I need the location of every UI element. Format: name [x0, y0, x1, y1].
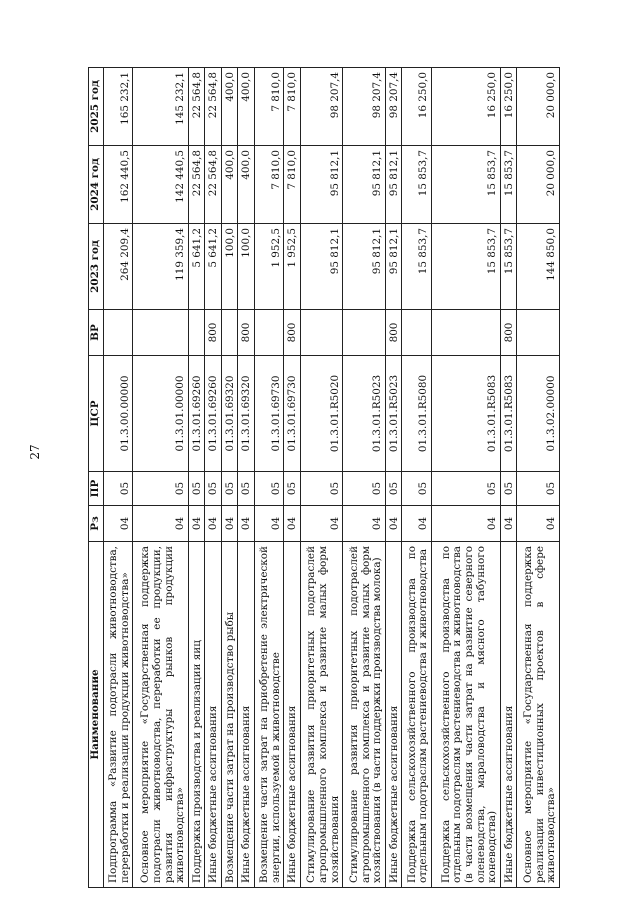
- cell-2024: 15 853,7: [431, 146, 500, 224]
- cell-2025: 400,0: [221, 68, 237, 146]
- cell-2023: 95 812,1: [385, 224, 401, 310]
- cell-2023: 15 853,7: [402, 224, 432, 310]
- cell-name: Поддержка производства и реализации яиц: [188, 542, 204, 888]
- cell-2025: 98 207,4: [385, 68, 401, 146]
- cell-csr: 01.3.01.69260: [205, 356, 221, 472]
- cell-2024: 400,0: [221, 146, 237, 224]
- cell-vr: [431, 310, 500, 356]
- cell-csr: 01.3.01.R5080: [402, 356, 432, 472]
- cell-name: Стимулирование развития приоритетных подотраслей агропромышленного комплекса и развитие малых форм хозяйствования (в части поддержки производства молока): [343, 542, 386, 888]
- cell-2025: 16 250,0: [431, 68, 500, 146]
- cell-2023: 264 209,4: [103, 224, 133, 310]
- cell-pr: 05: [221, 472, 237, 506]
- cell-rz: 04: [133, 506, 189, 542]
- table-row: [402, 68, 432, 888]
- cell-2024: 95 812,1: [385, 146, 401, 224]
- cell-2023: 15 853,7: [500, 224, 516, 310]
- cell-csr: 01.3.01.R5083: [431, 356, 500, 472]
- cell-2025: 145 232,1: [133, 68, 189, 146]
- cell-csr: 01.3.01.69320: [238, 356, 254, 472]
- cell-name: Поддержка сельскохозяйственного производства по отдельным подотраслям растениеводства и животноводства (в части возмещения части затрат на развитие северного оленеводства, мараловодства и мясного табунного коневодства): [431, 542, 500, 888]
- cell-2023: 144 850,0: [517, 224, 560, 310]
- cell-2023: 1 952,5: [254, 224, 284, 310]
- cell-vr: 800: [500, 310, 516, 356]
- header-rz: Рз: [89, 506, 104, 542]
- cell-name: Иные бюджетные ассигнования: [284, 542, 300, 888]
- table-row: [188, 68, 204, 888]
- cell-csr: 01.3.01.69730: [254, 356, 284, 472]
- cell-pr: 05: [205, 472, 221, 506]
- cell-2023: 119 359,4: [133, 224, 189, 310]
- cell-vr: 800: [385, 310, 401, 356]
- cell-vr: [221, 310, 237, 356]
- cell-pr: 05: [254, 472, 284, 506]
- header-pr: ПР: [89, 472, 104, 506]
- cell-vr: 800: [205, 310, 221, 356]
- cell-name: Основное мероприятие «Государственная поддержка реализации инвестиционных проектов в сфере животноводства»: [517, 542, 560, 888]
- cell-csr: 01.3.01.R5020: [300, 356, 343, 472]
- table-row: [300, 68, 343, 888]
- cell-2025: 400,0: [238, 68, 254, 146]
- cell-vr: [188, 310, 204, 356]
- cell-rz: 04: [385, 506, 401, 542]
- cell-name: Иные бюджетные ассигнования: [500, 542, 516, 888]
- cell-rz: 04: [188, 506, 204, 542]
- cell-pr: 05: [133, 472, 189, 506]
- cell-pr: 05: [402, 472, 432, 506]
- header-vr: ВР: [89, 310, 104, 356]
- cell-csr: 01.3.02.00000: [517, 356, 560, 472]
- cell-csr: 01.3.01.69260: [188, 356, 204, 472]
- cell-2025: 20 000,0: [517, 68, 560, 146]
- cell-name: Поддержка сельскохозяйственного производства по отдельным подотраслям растениеводства и животноводства: [402, 542, 432, 888]
- table-row: [284, 68, 300, 888]
- cell-vr: [517, 310, 560, 356]
- table-row: [500, 68, 516, 888]
- cell-rz: 04: [431, 506, 500, 542]
- cell-2024: 20 000,0: [517, 146, 560, 224]
- cell-2023: 100,0: [221, 224, 237, 310]
- cell-rz: 04: [343, 506, 386, 542]
- table-row: [238, 68, 254, 888]
- cell-2025: 22 564,8: [205, 68, 221, 146]
- cell-rz: 04: [300, 506, 343, 542]
- cell-2023: 95 812,1: [300, 224, 343, 310]
- table-row: [221, 68, 237, 888]
- table-row: [133, 68, 189, 888]
- cell-2024: 7 810,0: [254, 146, 284, 224]
- cell-csr: 01.3.01.00000: [133, 356, 189, 472]
- cell-pr: 05: [500, 472, 516, 506]
- cell-name: Возмещение части затрат на производство рыбы: [221, 542, 237, 888]
- cell-2025: 16 250,0: [500, 68, 516, 146]
- cell-2025: 7 810,0: [254, 68, 284, 146]
- cell-vr: [254, 310, 284, 356]
- cell-csr: 01.3.01.R5083: [500, 356, 516, 472]
- cell-2024: 95 812,1: [343, 146, 386, 224]
- cell-2023: 1 952,5: [284, 224, 300, 310]
- cell-vr: 800: [284, 310, 300, 356]
- budget-table: [88, 67, 560, 888]
- cell-pr: 05: [284, 472, 300, 506]
- cell-2024: 162 440,5: [103, 146, 133, 224]
- cell-name: Стимулирование развития приоритетных подотраслей агропромышленного комплекса и развитие малых форм хозяйствования: [300, 542, 343, 888]
- cell-pr: 05: [431, 472, 500, 506]
- cell-rz: 04: [103, 506, 133, 542]
- page-number: 27: [28, 444, 42, 460]
- header-name: Наименование: [89, 542, 104, 888]
- header-csr: ЦСР: [89, 356, 104, 472]
- cell-rz: 04: [284, 506, 300, 542]
- cell-vr: [103, 310, 133, 356]
- table-row: [517, 68, 560, 888]
- cell-csr: 01.3.01.69320: [221, 356, 237, 472]
- cell-csr: 01.3.01.R5023: [343, 356, 386, 472]
- cell-pr: 05: [188, 472, 204, 506]
- cell-name: Возмещение части затрат на приобретение электрической энергии, используемой в животноводстве: [254, 542, 284, 888]
- cell-2025: 98 207,4: [300, 68, 343, 146]
- table-row: [103, 68, 133, 888]
- cell-pr: 05: [385, 472, 401, 506]
- cell-vr: 800: [238, 310, 254, 356]
- cell-2024: 95 812,1: [300, 146, 343, 224]
- cell-csr: 01.3.01.R5023: [385, 356, 401, 472]
- cell-csr: 01.3.00.00000: [103, 356, 133, 472]
- cell-2024: 142 440,5: [133, 146, 189, 224]
- cell-2025: 98 207,4: [343, 68, 386, 146]
- table-header-row: [89, 68, 104, 888]
- cell-2023: 100,0: [238, 224, 254, 310]
- cell-2025: 16 250,0: [402, 68, 432, 146]
- cell-2024: 22 564,8: [188, 146, 204, 224]
- cell-rz: 04: [500, 506, 516, 542]
- cell-rz: 04: [205, 506, 221, 542]
- cell-rz: 04: [238, 506, 254, 542]
- cell-rz: 04: [402, 506, 432, 542]
- budget-table-container: [88, 68, 560, 888]
- cell-csr: 01.3.01.69730: [284, 356, 300, 472]
- cell-2024: 15 853,7: [500, 146, 516, 224]
- cell-rz: 04: [517, 506, 560, 542]
- table-row: [431, 68, 500, 888]
- cell-2023: 5 641,2: [205, 224, 221, 310]
- header-2024: 2024 год: [89, 146, 104, 224]
- cell-name: Основное мероприятие «Государственная поддержка подотрасли животноводства, переработки ее продукции, развития инфраструктуры рынков продукции животноводства»: [133, 542, 189, 888]
- header-2023: 2023 год: [89, 224, 104, 310]
- cell-2024: 7 810,0: [284, 146, 300, 224]
- cell-2024: 400,0: [238, 146, 254, 224]
- cell-2025: 22 564,8: [188, 68, 204, 146]
- cell-pr: 05: [517, 472, 560, 506]
- table-row: [343, 68, 386, 888]
- cell-rz: 04: [254, 506, 284, 542]
- table-row: [254, 68, 284, 888]
- cell-name: Подпрограмма «Развитие подотрасли животноводства, переработки и реализации продукции животноводства»: [103, 542, 133, 888]
- cell-2024: 22 564,8: [205, 146, 221, 224]
- cell-pr: 05: [300, 472, 343, 506]
- cell-pr: 05: [103, 472, 133, 506]
- cell-vr: [343, 310, 386, 356]
- cell-vr: [402, 310, 432, 356]
- cell-name: Иные бюджетные ассигнования: [385, 542, 401, 888]
- cell-2023: 15 853,7: [431, 224, 500, 310]
- cell-vr: [300, 310, 343, 356]
- cell-name: Иные бюджетные ассигнования: [205, 542, 221, 888]
- cell-2023: 95 812,1: [343, 224, 386, 310]
- cell-2025: 7 810,0: [284, 68, 300, 146]
- cell-pr: 05: [238, 472, 254, 506]
- cell-name: Иные бюджетные ассигнования: [238, 542, 254, 888]
- table-row: [385, 68, 401, 888]
- cell-2024: 15 853,7: [402, 146, 432, 224]
- table-row: [205, 68, 221, 888]
- header-2025: 2025 год: [89, 68, 104, 146]
- cell-2025: 165 232,1: [103, 68, 133, 146]
- cell-vr: [133, 310, 189, 356]
- cell-rz: 04: [221, 506, 237, 542]
- cell-2023: 5 641,2: [188, 224, 204, 310]
- cell-pr: 05: [343, 472, 386, 506]
